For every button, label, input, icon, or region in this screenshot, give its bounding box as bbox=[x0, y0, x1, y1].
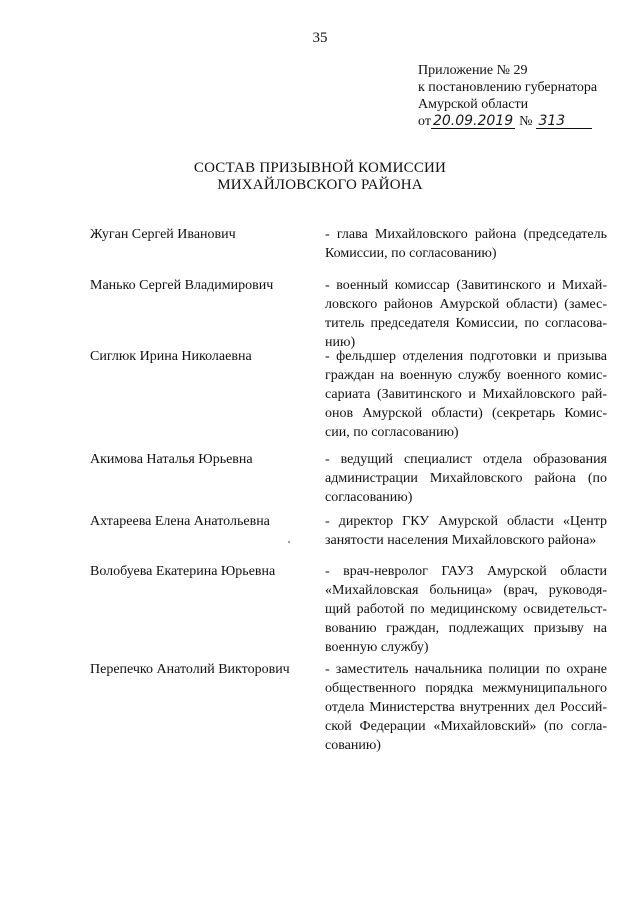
role-line: отдела Министерства внутренних дел Россий- bbox=[325, 700, 607, 715]
role-line: сии, по согласованию) bbox=[325, 425, 459, 440]
member-name: Волобуева Екатерина Юрьевна bbox=[90, 564, 276, 579]
role-line: - директор ГКУ Амурской области «Центр bbox=[325, 514, 607, 529]
page-number: 35 bbox=[312, 30, 328, 46]
role-line: - фельдшер отделения подготовки и призыва bbox=[325, 349, 607, 364]
handwritten-date: 20.09.2019 bbox=[432, 113, 514, 129]
role-line: - ведущий специалист отдела образования bbox=[325, 452, 607, 467]
member-role bbox=[325, 562, 607, 657]
member-role bbox=[325, 450, 607, 507]
appendix-region: Амурской области bbox=[418, 97, 529, 112]
role-line: администрации Михайловского района (по bbox=[325, 471, 607, 486]
role-line: граждан на военную службу военного комис- bbox=[325, 368, 607, 383]
member-name: Перепечко Анатолий Викторович bbox=[90, 662, 290, 677]
member-name: Сиглюк Ирина Николаевна bbox=[90, 349, 252, 364]
member-role bbox=[325, 347, 607, 442]
member-name: Акимова Наталья Юрьевна bbox=[90, 452, 253, 467]
role-line: онов Амурской области) (секретарь Комис- bbox=[325, 406, 607, 421]
role-line: вованию граждан, подлежащих призыву на bbox=[325, 621, 607, 636]
role-line: нию) bbox=[325, 335, 356, 350]
role-line: - врач-невролог ГАУЗ Амурской области bbox=[325, 564, 607, 579]
member-name: Манько Сергей Владимирович bbox=[90, 278, 274, 293]
number-sign: № bbox=[519, 114, 533, 129]
role-line: занятости населения Михайловского района» bbox=[325, 533, 597, 548]
member-role bbox=[325, 512, 607, 550]
role-line: титель председателя Комиссии, по согласова- bbox=[325, 316, 607, 331]
role-line: ловского районов Амурской области) (замес- bbox=[325, 297, 607, 312]
role-line: «Михайловская больница» (врач, руководя- bbox=[325, 583, 607, 598]
member-name: Ахтареева Елена Анатольевна bbox=[90, 514, 270, 529]
title-line-1: СОСТАВ ПРИЗЫВНОЙ КОМИССИИ bbox=[193, 160, 447, 176]
appendix-number: Приложение № 29 bbox=[418, 63, 528, 78]
appendix-decree-ref: к постановлению губернатора bbox=[418, 80, 598, 95]
title-line-2: МИХАЙЛОВСКОГО РАЙОНА bbox=[217, 177, 423, 193]
role-line: Комиссии, по согласованию) bbox=[325, 246, 497, 261]
date-prefix: от bbox=[418, 114, 431, 129]
role-line: щий работой по медицинскому освидетельст- bbox=[325, 602, 607, 617]
role-line: общественного порядка межмуниципального bbox=[325, 681, 607, 696]
role-line: согласованию) bbox=[325, 490, 413, 505]
member-name: Жуган Сергей Иванович bbox=[90, 227, 236, 242]
role-line: - глава Михайловского района (председатель bbox=[325, 227, 607, 242]
role-line: - заместитель начальника полиции по охране bbox=[325, 662, 607, 677]
role-line: ской Федерации «Михайловский» (по согла- bbox=[325, 719, 607, 734]
role-line: сариата (Завитинского и Михайловского рай- bbox=[325, 387, 607, 402]
role-line: сованию) bbox=[325, 738, 381, 753]
member-role bbox=[325, 660, 607, 755]
member-role bbox=[325, 276, 607, 352]
role-line: военную службу) bbox=[325, 640, 429, 655]
member-role bbox=[325, 225, 607, 263]
handwritten-number: 313 bbox=[536, 114, 592, 129]
role-line: - военный комиссар (Завитинского и Михай- bbox=[325, 278, 607, 293]
scan-speck bbox=[288, 541, 290, 543]
